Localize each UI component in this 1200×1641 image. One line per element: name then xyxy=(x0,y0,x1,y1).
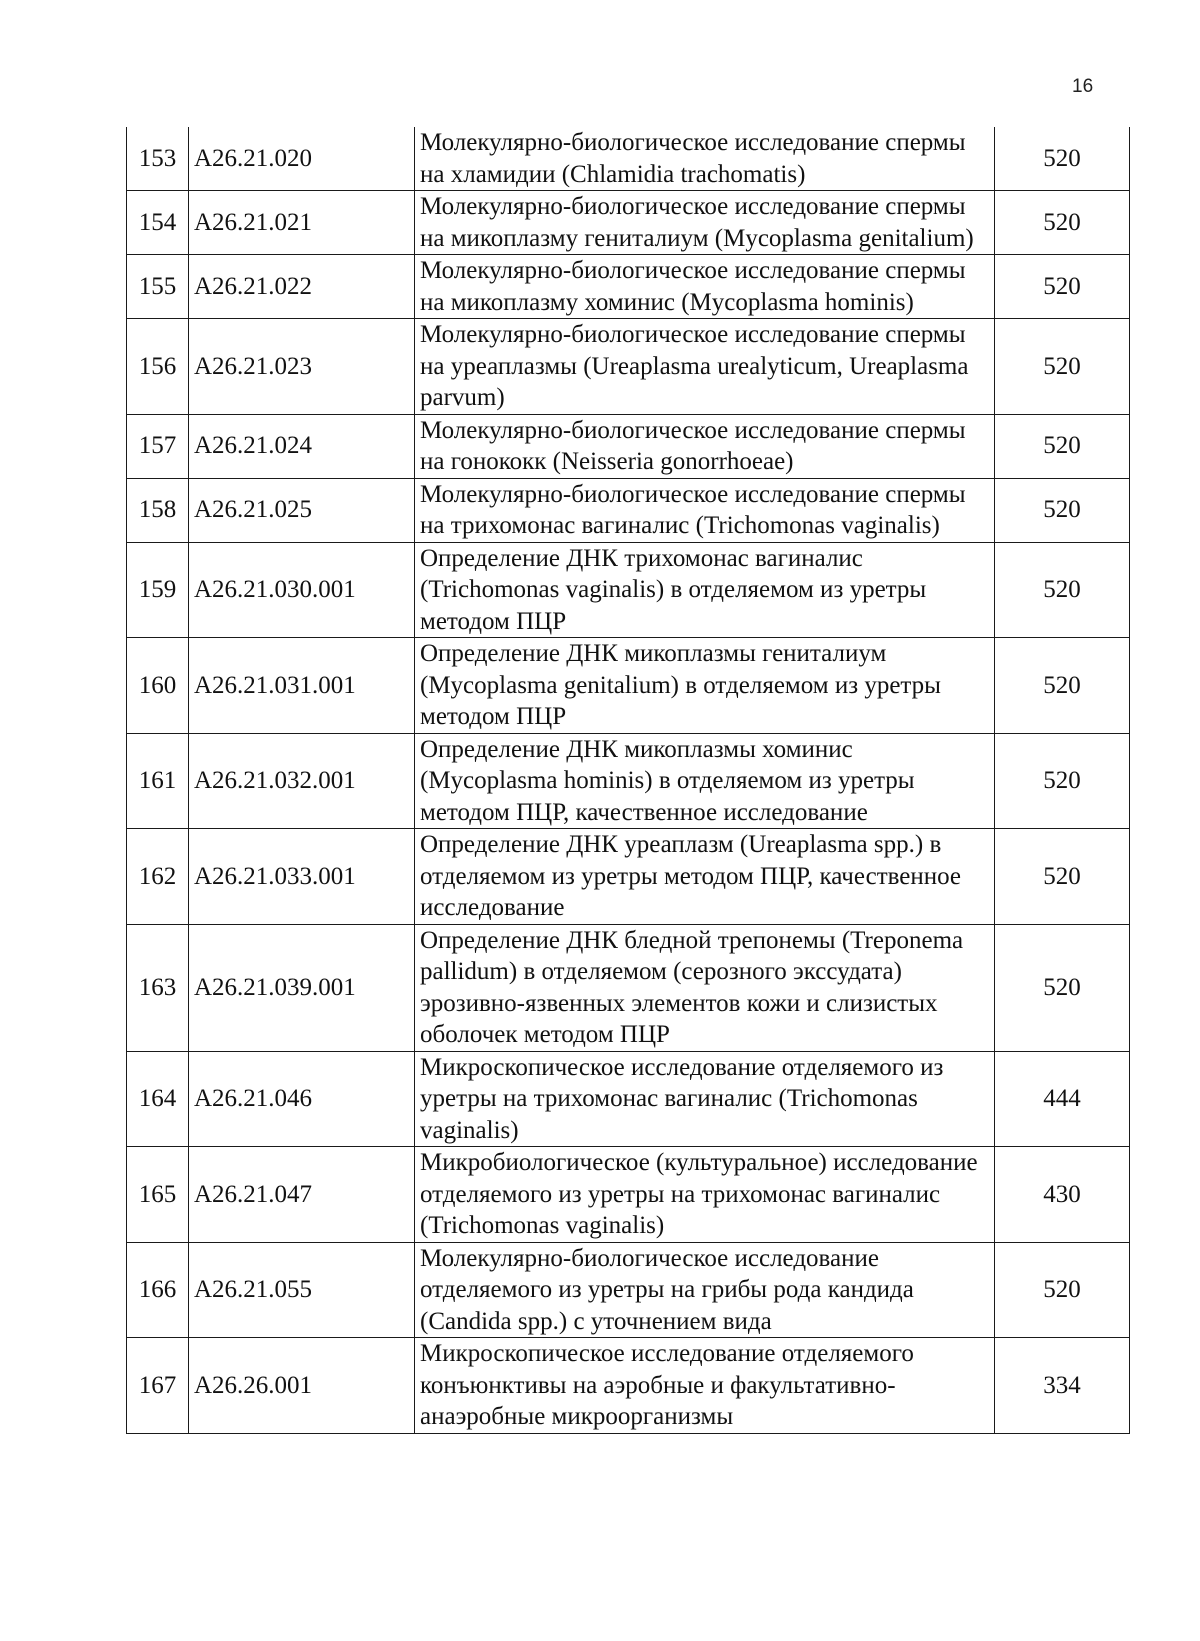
service-description: Определение ДНК трихомонас вагиналис (Trichomonas vaginalis) в отделяемом из уретры методом ПЦР xyxy=(415,542,995,638)
row-number: 158 xyxy=(127,478,189,542)
service-code: A26.21.046 xyxy=(189,1051,415,1147)
service-price: 520 xyxy=(995,255,1130,319)
table-row xyxy=(127,319,1130,415)
row-number: 165 xyxy=(127,1147,189,1243)
table-row xyxy=(127,191,1130,255)
service-description: Молекулярно-биологическое исследование отделяемого из уретры на грибы рода кандида (Candida spp.) с уточнением вида xyxy=(415,1242,995,1338)
service-price: 520 xyxy=(995,1242,1130,1338)
service-price: 430 xyxy=(995,1147,1130,1243)
service-code: A26.21.031.001 xyxy=(189,638,415,734)
service-code: A26.21.025 xyxy=(189,478,415,542)
service-price: 334 xyxy=(995,1338,1130,1434)
service-code: A26.26.001 xyxy=(189,1338,415,1434)
service-price: 520 xyxy=(995,191,1130,255)
table-row xyxy=(127,542,1130,638)
service-description: Определение ДНК бледной трепонемы (Treponema pallidum) в отделяемом (серозного экссудата) эрозивно-язвенных элементов кожи и слизистых оболочек методом ПЦР xyxy=(415,924,995,1051)
service-description: Определение ДНК микоплазмы гениталиум (Mycoplasma genitalium) в отделяемом из уретры методом ПЦР xyxy=(415,638,995,734)
service-description: Молекулярно-биологическое исследование спермы на микоплазму хоминис (Mycoplasma hominis) xyxy=(415,255,995,319)
table-row xyxy=(127,733,1130,829)
table-row xyxy=(127,255,1130,319)
service-description: Микроскопическое исследование отделяемого конъюнктивы на аэробные и факультативно-анаэробные микроорганизмы xyxy=(415,1338,995,1434)
table-row xyxy=(127,829,1130,925)
service-code: A26.21.023 xyxy=(189,319,415,415)
row-number: 155 xyxy=(127,255,189,319)
row-number: 157 xyxy=(127,414,189,478)
service-description: Молекулярно-биологическое исследование спермы на микоплазму гениталиум (Mycoplasma genitalium) xyxy=(415,191,995,255)
table-row xyxy=(127,127,1130,191)
service-code: A26.21.039.001 xyxy=(189,924,415,1051)
service-code: A26.21.022 xyxy=(189,255,415,319)
table-row xyxy=(127,1338,1130,1434)
table-row xyxy=(127,638,1130,734)
service-description: Молекулярно-биологическое исследование спермы на хламидии (Chlamidia trachomatis) xyxy=(415,127,995,191)
service-price: 520 xyxy=(995,924,1130,1051)
price-table xyxy=(126,127,1130,1434)
row-number: 163 xyxy=(127,924,189,1051)
row-number: 153 xyxy=(127,127,189,191)
service-code: A26.21.047 xyxy=(189,1147,415,1243)
row-number: 164 xyxy=(127,1051,189,1147)
service-price: 520 xyxy=(995,542,1130,638)
service-code: A26.21.024 xyxy=(189,414,415,478)
row-number: 159 xyxy=(127,542,189,638)
service-price: 520 xyxy=(995,414,1130,478)
row-number: 154 xyxy=(127,191,189,255)
row-number: 167 xyxy=(127,1338,189,1434)
table-row xyxy=(127,1147,1130,1243)
service-code: A26.21.030.001 xyxy=(189,542,415,638)
table-row xyxy=(127,1242,1130,1338)
table-row xyxy=(127,478,1130,542)
table-row xyxy=(127,414,1130,478)
table-row xyxy=(127,924,1130,1051)
row-number: 162 xyxy=(127,829,189,925)
service-price: 520 xyxy=(995,733,1130,829)
table-row xyxy=(127,1051,1130,1147)
service-description: Определение ДНК микоплазмы хоминис (Mycoplasma hominis) в отделяемом из уретры методом ПЦР, качественное исследование xyxy=(415,733,995,829)
row-number: 156 xyxy=(127,319,189,415)
service-price: 444 xyxy=(995,1051,1130,1147)
service-code: A26.21.055 xyxy=(189,1242,415,1338)
service-price: 520 xyxy=(995,478,1130,542)
service-description: Молекулярно-биологическое исследование спермы на уреаплазмы (Ureaplasma urealyticum, Ureaplasma parvum) xyxy=(415,319,995,415)
service-description: Молекулярно-биологическое исследование спермы на гонококк (Neisseria gonorrhoeae) xyxy=(415,414,995,478)
service-price: 520 xyxy=(995,319,1130,415)
row-number: 160 xyxy=(127,638,189,734)
service-code: A26.21.033.001 xyxy=(189,829,415,925)
page-number: 16 xyxy=(1072,76,1094,97)
service-price: 520 xyxy=(995,638,1130,734)
row-number: 166 xyxy=(127,1242,189,1338)
row-number: 161 xyxy=(127,733,189,829)
service-code: A26.21.021 xyxy=(189,191,415,255)
service-description: Микроскопическое исследование отделяемого из уретры на трихомонас вагиналис (Trichomonas vaginalis) xyxy=(415,1051,995,1147)
service-price: 520 xyxy=(995,829,1130,925)
service-description: Определение ДНК уреаплазм (Ureaplasma spp.) в отделяемом из уретры методом ПЦР, качественное исследование xyxy=(415,829,995,925)
service-description: Молекулярно-биологическое исследование спермы на трихомонас вагиналис (Trichomonas vaginalis) xyxy=(415,478,995,542)
service-price: 520 xyxy=(995,127,1130,191)
service-code: A26.21.032.001 xyxy=(189,733,415,829)
table-body xyxy=(127,127,1130,1433)
service-description: Микробиологическое (культуральное) исследование отделяемого из уретры на трихомонас вагиналис (Trichomonas vaginalis) xyxy=(415,1147,995,1243)
service-code: A26.21.020 xyxy=(189,127,415,191)
